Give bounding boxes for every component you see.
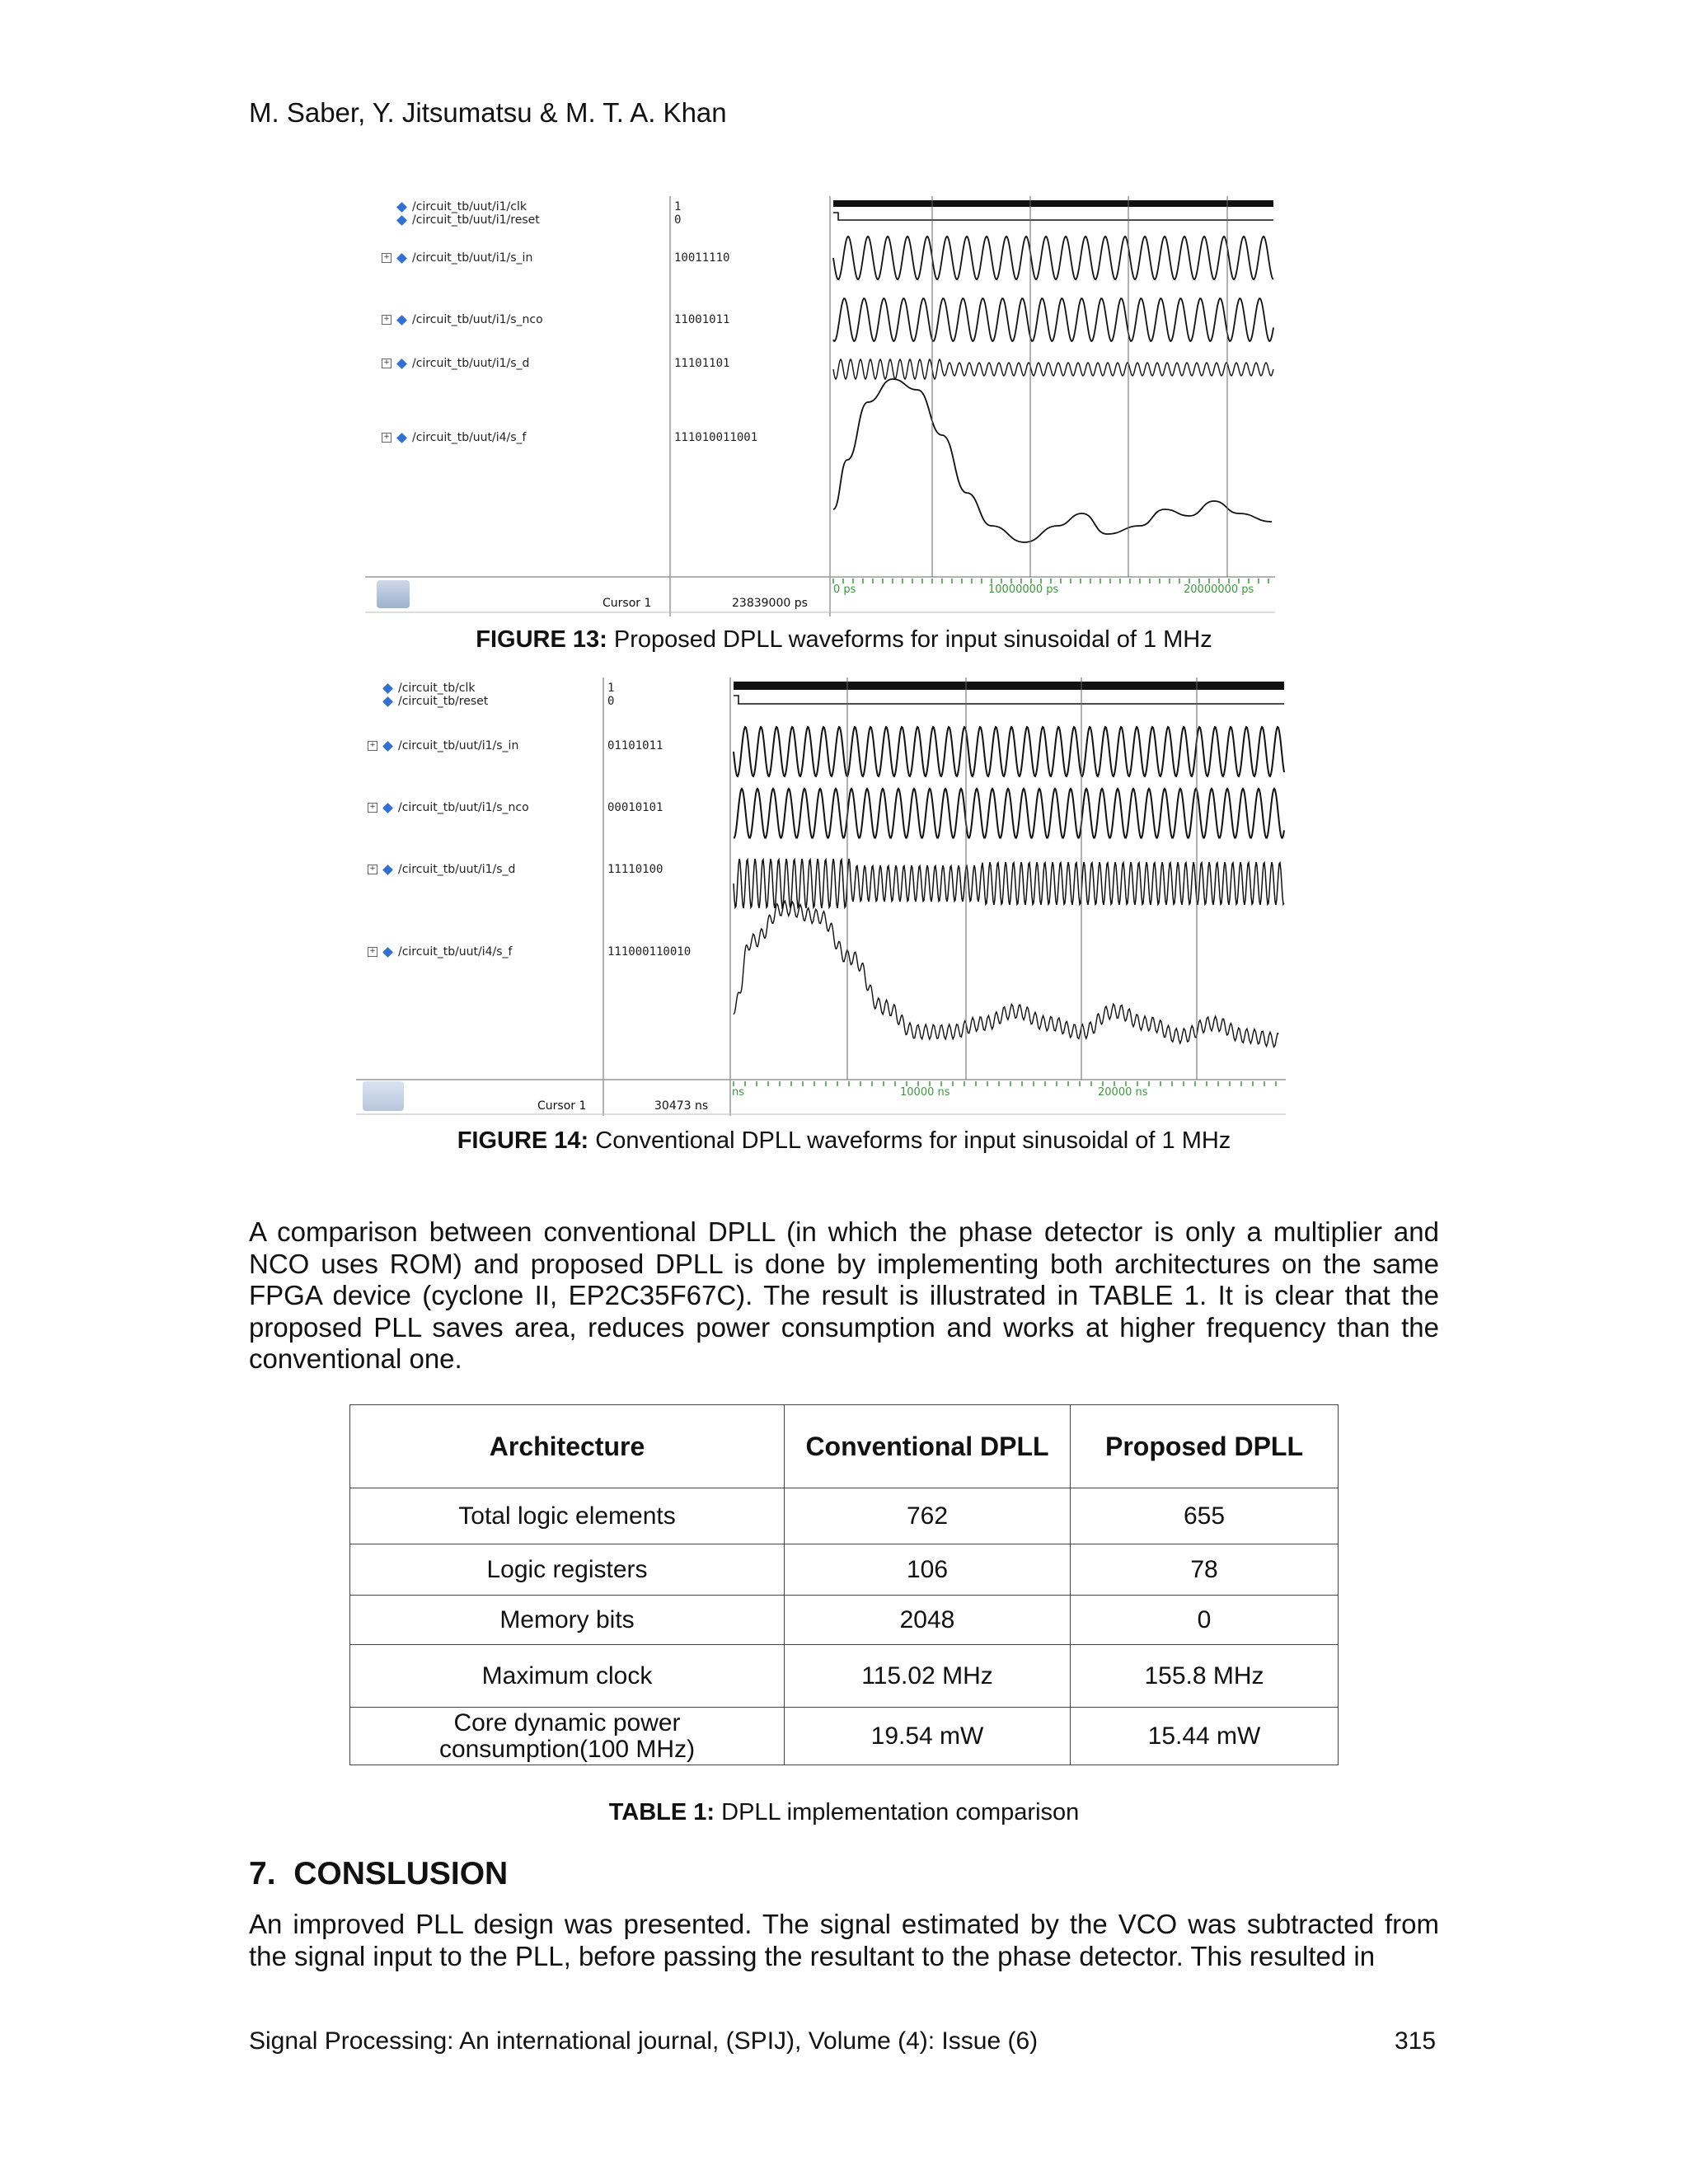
figure-14 [356,677,1286,1116]
signal-diamond-icon [396,253,407,264]
signal-diamond-icon [382,865,393,875]
signal-name: /circuit_tb/uut/i1/reset [412,213,540,227]
toolbar-icons[interactable] [363,1081,404,1111]
table-cell: 115.02 MHz [785,1645,1071,1708]
figure-13-gridlines [932,196,1227,577]
table-cell: Logic registers [350,1544,785,1596]
signal-name: /circuit_tb/clk [398,682,476,695]
body-paragraph: A comparison between conventional DPLL (in which the phase detector is only a multiplier and NCO uses ROM) and proposed DPLL is done by implementing both architectures on the same FPGA device (cyclone II, EP2C35F67C). The result is illustrated in TABLE 1. It is clear that the proposed PLL saves area, reduces power consumption and works at higher frequency than the conventional one. [249,1216,1439,1374]
signal-value: 11110100 [607,863,663,876]
signal-diamond-icon [396,215,407,226]
signal-diamond-icon [396,315,407,326]
expand-icon[interactable]: + [382,253,392,263]
expand-icon[interactable]: + [382,359,392,368]
page-number: 315 [1395,2027,1437,2055]
signal-value: 01101011 [607,739,663,752]
time-tick-label: 10000 ns [900,1086,950,1099]
cursor-value[interactable]: 23839000 ps [732,597,808,610]
signal-diamond-icon [382,741,393,752]
cursor-label: Cursor 1 [603,597,652,610]
cursor-value[interactable]: 30473 ns [654,1099,709,1113]
expand-icon[interactable]: + [368,803,377,813]
expand-icon[interactable]: + [382,315,392,325]
table-row [350,1488,1339,1544]
table-row [350,1645,1339,1708]
signal-name: /circuit_tb/uut/i1/s_in [412,251,533,265]
signal-diamond-icon [382,947,393,958]
signal-name-row[interactable] [382,251,532,269]
signal-name: /circuit_tb/reset [398,695,489,708]
table-cell: Total logic elements [350,1488,785,1544]
signal-name-row[interactable] [368,801,529,819]
signal-name-row[interactable] [382,313,543,331]
table-cell: 19.54 mW [785,1708,1071,1765]
signal-diamond-icon [382,696,393,707]
table-row [350,1544,1339,1596]
time-tick-label: 20000 ns [1098,1086,1148,1099]
signal-value: 1 [674,200,682,213]
table-cell: 78 [1071,1544,1339,1596]
signal-value: 1 [607,682,615,695]
signal-value: 11101101 [674,357,730,370]
table-cell: 106 [785,1544,1071,1596]
signal-name-row[interactable] [382,357,529,375]
signal-value: 10011110 [674,251,730,265]
signal-diamond-icon [396,202,407,213]
signal-diamond-icon [396,433,407,443]
comparison-table [349,1404,1339,1765]
figure-14-time-ruler [734,1081,1276,1086]
figure-14-caption: FIGURE 14: Conventional DPLL waveforms for input sinusoidal of 1 MHz [457,1127,1231,1154]
table-row [350,1708,1339,1765]
figure-13-waveforms [833,204,1273,542]
signal-name: /circuit_tb/uut/i1/s_d [398,863,516,876]
signal-name-row[interactable] [368,863,515,881]
signal-name: /circuit_tb/uut/i1/s_nco [398,801,529,814]
time-tick-label: 0 ps [833,583,856,596]
table-header-row [350,1405,1339,1488]
signal-name-row[interactable] [368,945,512,963]
signal-value: 0 [607,695,615,708]
expand-icon[interactable]: + [382,433,392,443]
signal-name-row[interactable] [368,739,518,757]
time-tick-label: 20000000 ps [1184,583,1254,596]
table-row [350,1596,1339,1645]
signal-name: /circuit_tb/uut/i4/s_f [398,945,513,958]
signal-value: 0 [674,213,682,227]
signal-name-row[interactable] [368,695,488,713]
signal-name: /circuit_tb/uut/i1/s_in [398,739,519,752]
figure-14-waveforms [734,686,1284,1047]
figure-13 [365,196,1275,616]
table-cell: Core dynamic power consumption(100 MHz) [350,1708,785,1765]
table-header-cell: Proposed DPLL [1071,1405,1339,1488]
table-cell: 762 [785,1488,1071,1544]
table-header-cell: Architecture [350,1405,785,1488]
table-cell: 0 [1071,1596,1339,1645]
table-cell: Maximum clock [350,1645,785,1708]
signal-name: /circuit_tb/uut/i1/clk [412,200,527,213]
table-cell: Memory bits [350,1596,785,1645]
signal-name-row[interactable] [382,213,540,232]
footer-journal: Signal Processing: An international journal, (SPIJ), Volume (4): Issue (6) [249,2027,1039,2055]
signal-value: 11001011 [674,313,730,326]
signal-diamond-icon [382,683,393,694]
table-1-caption: TABLE 1: DPLL implementation comparison [608,1799,1080,1825]
signal-name: /circuit_tb/uut/i4/s_f [412,431,527,444]
table-cell: 2048 [785,1596,1071,1645]
expand-icon[interactable]: + [368,865,377,874]
figure-13-caption: FIGURE 13: Proposed DPLL waveforms for input sinusoidal of 1 MHz [476,626,1212,653]
table-cell: 655 [1071,1488,1339,1544]
running-header: M. Saber, Y. Jitsumatsu & M. T. A. Khan [249,97,727,128]
signal-name: /circuit_tb/uut/i1/s_nco [412,313,543,326]
signal-name-row[interactable] [382,431,526,449]
signal-value: 00010101 [607,801,663,814]
section-heading: 7. CONSLUSION [249,1856,509,1891]
table-cell: 155.8 MHz [1071,1645,1339,1708]
time-tick-label: ns [732,1086,745,1099]
table-cell: 15.44 mW [1071,1708,1339,1765]
signal-diamond-icon [382,803,393,813]
time-tick-label: 10000000 ps [988,583,1059,596]
cursor-label: Cursor 1 [537,1099,587,1113]
conclusion-paragraph: An improved PLL design was presented. The signal estimated by the VCO was subtracted from the signal input to the PLL, before passing the resultant to the phase detector. This resulted in [249,1909,1439,1971]
signal-value: 111010011001 [674,431,758,444]
toolbar-icons[interactable] [377,580,410,608]
expand-icon[interactable]: + [368,741,377,751]
expand-icon[interactable]: + [368,947,377,957]
signal-value: 111000110010 [607,945,692,958]
signal-diamond-icon [396,359,407,369]
table-header-cell: Conventional DPLL [785,1405,1071,1488]
signal-name: /circuit_tb/uut/i1/s_d [412,357,530,370]
